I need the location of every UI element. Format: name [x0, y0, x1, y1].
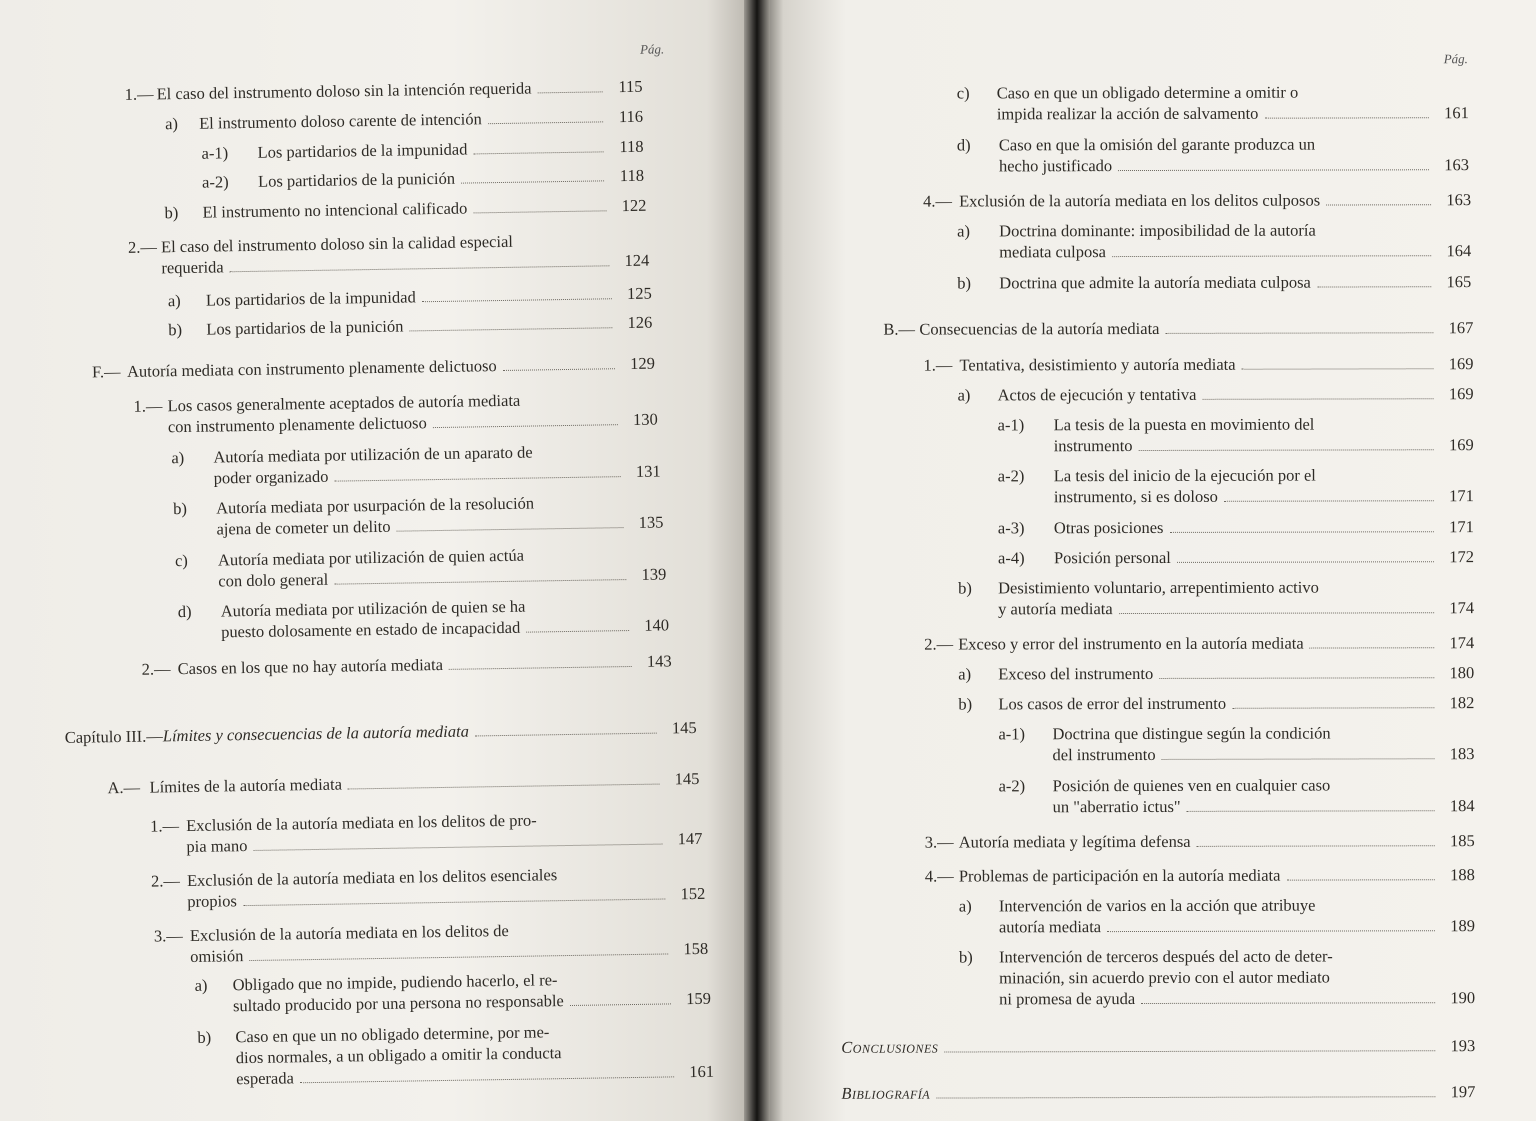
toc-entry-number: c)	[174, 550, 188, 571]
dot-leader	[473, 151, 603, 154]
toc-entry-title: propios	[187, 891, 237, 912]
dot-leader	[1224, 500, 1434, 502]
toc-entry-title: Autoría mediata con instrumento plenamente delictuoso	[126, 356, 497, 381]
toc-entry-title: requerida	[161, 257, 224, 278]
toc-entry-title: Obligado que no impide, pudiendo hacerlo, el re-	[232, 970, 558, 995]
toc-entry-title: Autoría mediata por utilización de quien se ha	[220, 596, 526, 621]
toc-entry	[151, 862, 706, 913]
toc-entry-number: 1.—	[133, 396, 163, 416]
toc-entry	[201, 136, 643, 164]
toc-entry-title: Los casos de error del instrumento	[998, 693, 1227, 714]
dot-leader	[526, 630, 629, 633]
toc-entry	[164, 195, 646, 224]
toc-entry-title: Doctrina que distingue según la condición	[1052, 723, 1331, 744]
toc-page-number: 161	[689, 1061, 715, 1082]
toc-entry	[999, 774, 1475, 817]
toc-entry-title: sultado producido por una persona no responsable	[232, 991, 564, 1016]
toc-entry	[202, 165, 644, 193]
toc-entry-number: d)	[956, 135, 971, 155]
dot-leader	[409, 327, 612, 331]
toc-page-number: 169	[1448, 435, 1474, 455]
toc-entry-number: 3.—	[924, 832, 954, 852]
toc-entry-number: a)	[164, 114, 179, 134]
toc-page-number: 163	[1446, 190, 1472, 210]
toc-page-number: 116	[618, 106, 644, 127]
toc-entry-title: Los partidarios de la punición	[257, 168, 456, 191]
dot-leader	[449, 666, 632, 670]
dot-leader	[944, 1050, 1435, 1052]
toc-page-number: 139	[641, 564, 667, 584]
toc-entry	[998, 413, 1474, 456]
toc-entry-title: El caso del instrumento doloso sin la calidad especial	[160, 231, 514, 257]
toc-page-number: 161	[1444, 103, 1469, 123]
toc-entry-title: Límites y consecuencias de la autoría mediata	[162, 721, 470, 746]
toc-entry	[107, 768, 699, 798]
toc-entry-title: omisión	[190, 946, 244, 966]
toc-entry-title: Los partidarios de la impunidad	[205, 287, 416, 310]
page-column-header: Pág.	[639, 41, 665, 57]
toc-entry-title: Intervención de varios en la acción que atribuye	[998, 895, 1316, 916]
right-page-content	[752, 0, 1536, 1121]
toc-entry-number: 2.—	[150, 871, 181, 891]
dot-leader	[570, 1003, 671, 1006]
page-column-header: Pág.	[1443, 51, 1468, 67]
toc-page-number: 159	[686, 988, 712, 1009]
toc-entry-title: Exclusión de la autoría mediata en los delitos culposos	[959, 190, 1321, 211]
toc-entry	[128, 229, 650, 279]
toc-entry-title: Exceso del instrumento	[998, 663, 1154, 684]
toc-entry	[957, 133, 1469, 176]
toc-entry-title: Los casos generalmente aceptados de autoría mediata	[167, 390, 521, 416]
dot-leader	[1187, 810, 1435, 812]
dot-leader	[422, 298, 612, 302]
toc-entry	[133, 388, 658, 438]
dot-leader	[475, 733, 657, 737]
dot-leader	[433, 424, 618, 428]
toc-page-number: 172	[1449, 547, 1475, 567]
toc-entry-title: Exclusión de la autoría mediata en los delitos de	[189, 920, 509, 945]
dot-leader	[1197, 845, 1435, 847]
dot-leader	[1112, 255, 1431, 257]
toc-entry	[165, 106, 643, 135]
toc-entry-title: un "aberratio ictus"	[1052, 796, 1181, 817]
toc-entry-title: Casos en los que no hay autoría mediata	[177, 654, 444, 679]
toc-entry-number: 2.—	[141, 659, 171, 679]
toc-entry-title: Autoría mediata y legítima defensa	[958, 831, 1191, 852]
toc-entry-number: 1.—	[149, 816, 180, 836]
dot-leader	[503, 368, 615, 371]
toc-entry-title: instrumento	[1053, 436, 1133, 456]
toc-entry-title: El caso del instrumento doloso sin la intención requerida	[156, 78, 532, 104]
toc-entry-title: Los partidarios de la impunidad	[257, 139, 468, 162]
toc-entry	[959, 894, 1475, 937]
toc-entry	[173, 490, 664, 540]
toc-entry	[154, 917, 709, 968]
toc-entry-number: F.—	[91, 361, 121, 382]
toc-entry-title: Autoría mediata por utilización de un aparato de	[213, 442, 533, 467]
dot-leader	[461, 180, 604, 183]
toc-entry	[958, 383, 1474, 405]
toc-page-number: 188	[1450, 865, 1475, 885]
toc-entry-title: Tentativa, desistimiento y autoría mediata	[959, 354, 1236, 375]
toc-entry-number: b)	[958, 694, 973, 714]
dot-leader	[1169, 531, 1433, 533]
toc-entry	[957, 81, 1469, 124]
toc-entry-number: Capítulo III.—	[64, 726, 163, 747]
toc-entry-title: Otras posiciones	[1053, 517, 1164, 538]
toc-entry-number: d)	[177, 601, 192, 622]
dot-leader	[1107, 930, 1435, 932]
dot-leader	[1232, 707, 1434, 709]
toc-page-number: 193	[1450, 1036, 1476, 1056]
toc-entry-title: instrumento, si es doloso	[1053, 486, 1218, 507]
toc-entry-number: B.—	[883, 319, 916, 339]
toc-entry	[925, 830, 1475, 852]
toc-page-number: 145	[671, 717, 697, 738]
toc-page-number: 197	[1450, 1082, 1476, 1102]
toc-entry-number: b)	[197, 1027, 212, 1047]
dot-leader	[1286, 879, 1434, 880]
toc-page-number: 124	[624, 250, 650, 271]
toc-entry	[958, 662, 1474, 684]
left-page-content	[0, 0, 752, 1121]
toc-entry-title: Problemas de participación en la autoría mediata	[958, 865, 1281, 886]
toc-entry-number: b)	[173, 498, 188, 519]
toc-page-number: 126	[627, 312, 653, 333]
toc-entry-title: Desistimiento voluntario, arrepentimiento activo	[998, 577, 1319, 598]
toc-page-number: 158	[683, 938, 709, 959]
toc-entry-number: a-4)	[997, 548, 1025, 568]
dot-leader	[397, 527, 624, 532]
dot-leader	[1119, 612, 1434, 614]
toc-page-number: 131	[635, 461, 661, 481]
toc-page-number: 118	[619, 165, 645, 186]
toc-entry-number: 2.—	[127, 237, 158, 257]
toc-entry-number: a)	[171, 448, 185, 468]
toc-page-number: 184	[1449, 796, 1475, 816]
toc-entry-title: La tesis del inicio de la ejecución por el	[1053, 465, 1316, 486]
toc-entry-number: A.—	[107, 777, 141, 798]
dot-leader	[334, 579, 626, 585]
toc-entry-title: pia mano	[186, 836, 248, 857]
toc-entry-number: b)	[164, 203, 179, 223]
toc-entry	[92, 353, 655, 383]
toc-entry-number: b)	[958, 578, 972, 598]
toc-page-number: 115	[618, 76, 643, 97]
toc-entry-title: El instrumento no intencional calificado	[202, 198, 468, 222]
toc-entry-title: Consecuencias de la autoría mediata	[919, 318, 1160, 339]
toc-entry-number: 1.—	[124, 84, 154, 104]
dot-leader	[936, 1096, 1435, 1098]
toc-page-number: 171	[1449, 486, 1474, 506]
toc-page-number: 125	[626, 283, 652, 304]
toc-entry-title: Caso en que la omisión del garante produzca un	[998, 134, 1316, 155]
toc-page-number: 130	[632, 409, 658, 429]
toc-entry-title: Actos de ejecución y tentativa	[997, 384, 1197, 405]
toc-entry	[65, 717, 697, 748]
toc-entry-title: Autoría mediata por usurpación de la resolución	[216, 493, 535, 518]
toc-entry	[998, 516, 1474, 538]
toc-entry-title: ni promesa de ayuda	[999, 989, 1136, 1009]
toc-page-number: 174	[1449, 598, 1475, 618]
toc-entry-number: a-2)	[997, 466, 1025, 486]
toc-entry	[958, 692, 1474, 714]
toc-entry-title: La tesis de la puesta en movimiento del	[1053, 414, 1315, 435]
toc-entry	[197, 1019, 714, 1090]
toc-entry-title: Exceso y error del instrumento en la autoría mediata	[958, 633, 1304, 654]
toc-entry-number: 2.—	[924, 634, 954, 654]
toc-entry-title: Caso en que un no obligado determine, por me-	[235, 1022, 550, 1047]
dot-leader	[1139, 449, 1434, 451]
dot-leader	[249, 953, 668, 961]
toc-page-number: 143	[646, 651, 672, 671]
toc-page-number: 185	[1449, 831, 1475, 851]
toc-page-number: 190	[1450, 988, 1476, 1008]
toc-page-number: 118	[619, 136, 644, 157]
toc-entry-title: Doctrina que admite la autoría mediata culposa	[999, 272, 1311, 293]
toc-page-number: 174	[1449, 633, 1475, 653]
toc-entry-number: a)	[958, 896, 972, 916]
toc-entry-title: Límites de la autoría mediata	[149, 774, 343, 797]
toc-entry	[171, 440, 661, 490]
toc-entry-title: con instrumento plenamente delictuoso	[167, 413, 427, 437]
dot-leader	[1118, 169, 1429, 171]
toc-entry-number: 4.—	[924, 866, 954, 886]
dot-leader	[348, 784, 660, 790]
toc-entry	[841, 1081, 1475, 1104]
toc-page-number: 135	[638, 512, 664, 532]
dot-leader	[334, 476, 620, 481]
toc-page-number: 169	[1448, 384, 1474, 404]
toc-entry	[178, 593, 670, 643]
toc-entry-title: impida realizar la acción de salvamento	[996, 103, 1259, 124]
dot-leader	[1165, 332, 1433, 334]
toc-page-number: 122	[621, 195, 647, 216]
dot-leader	[537, 91, 602, 93]
toc-page-number: 163	[1444, 155, 1469, 175]
toc-entry	[923, 353, 1473, 375]
toc-entry-number: 1.—	[923, 355, 953, 375]
toc-page-number: 145	[674, 768, 700, 789]
toc-entry-number: b)	[168, 320, 183, 340]
toc-entry	[925, 864, 1475, 886]
toc-entry-number: b)	[959, 947, 973, 967]
toc-entry-number: a)	[957, 385, 971, 405]
toc-entry-title: puesto dolosamente en estado de incapacidad	[220, 617, 521, 642]
dot-leader	[1159, 677, 1434, 679]
toc-entry-number: c)	[956, 83, 970, 103]
toc-entry-title: Intervención de terceros después del acto de deter-	[999, 946, 1333, 967]
dot-leader	[243, 898, 665, 906]
toc-entry	[142, 650, 672, 679]
dot-leader	[1310, 647, 1435, 648]
dot-leader	[253, 844, 662, 851]
dot-leader	[1317, 286, 1431, 287]
toc-entry	[883, 317, 1473, 340]
toc-entry-title: ajena de cometer un delito	[216, 516, 391, 539]
toc-page-number: 167	[1448, 318, 1474, 338]
toc-page-number: 164	[1446, 241, 1472, 261]
toc-entry-title: dios normales, a un obligado a omitir la conducta	[235, 1043, 562, 1068]
toc-entry	[924, 632, 1474, 654]
toc-entry	[175, 542, 667, 592]
toc-entry	[194, 967, 711, 1017]
toc-entry-title: poder organizado	[213, 466, 329, 488]
toc-page-number: 165	[1446, 272, 1472, 292]
toc-entry	[841, 1035, 1475, 1058]
dot-leader	[230, 265, 610, 272]
toc-entry-number: a)	[194, 975, 208, 995]
dot-leader	[1162, 758, 1435, 760]
toc-entry	[958, 576, 1474, 619]
toc-page-number: 140	[644, 615, 670, 635]
toc-entry	[998, 464, 1474, 507]
book-gutter	[744, 0, 770, 1121]
toc-entry-title: esperada	[235, 1068, 294, 1089]
toc-entry-number: a)	[957, 221, 970, 241]
toc-entry-title: Posición personal	[1053, 547, 1171, 568]
toc-entry-number: b)	[957, 273, 972, 293]
toc-entry-number: 3.—	[153, 926, 183, 946]
left-page	[0, 0, 752, 1121]
dot-leader	[1202, 398, 1433, 400]
toc-page-number: 182	[1449, 693, 1475, 713]
toc-entry	[150, 807, 703, 858]
dot-leader	[488, 121, 603, 124]
toc-entry	[168, 283, 652, 312]
toc-entry-title: Exclusión de la autoría mediata en los delitos de pro-	[185, 810, 537, 836]
toc-entry	[923, 189, 1471, 211]
toc-entry-title: Caso en que un obligado determine a omitir o	[996, 82, 1299, 103]
toc-entry-number: a-1)	[998, 724, 1026, 744]
toc-entry	[124, 76, 642, 105]
toc-entry	[998, 722, 1474, 765]
toc-page-number: 152	[680, 883, 706, 904]
toc-entry	[998, 546, 1474, 568]
toc-page-number: 180	[1449, 663, 1475, 683]
toc-entry-number: a)	[958, 664, 972, 684]
toc-entry-title: Autoría mediata por utilización de quien actúa	[217, 545, 525, 570]
toc-entry-title: El instrumento doloso carente de intención	[198, 109, 482, 133]
toc-entry-title: hecho justificado	[998, 156, 1113, 176]
toc-entry-title: mediata culposa	[999, 242, 1106, 262]
toc-entry-number: a-3)	[997, 518, 1025, 538]
toc-entry-title: con dolo general	[218, 569, 329, 591]
toc-entry-title: Bibliografía	[841, 1083, 931, 1103]
toc-page-number: 129	[630, 353, 656, 373]
toc-entry	[957, 271, 1471, 293]
toc-entry	[959, 945, 1475, 1009]
dot-leader	[1242, 368, 1434, 370]
dot-leader	[1177, 561, 1434, 563]
toc-entry-number: a-1)	[997, 415, 1025, 435]
toc-page-number: 183	[1449, 744, 1475, 764]
toc-page-number: 147	[677, 828, 703, 849]
toc-entry-number: a-1)	[201, 143, 229, 163]
toc-page-number: 169	[1448, 354, 1474, 374]
toc-entry-number: a)	[167, 291, 181, 311]
toc-entry-title: Conclusiones	[841, 1037, 939, 1057]
dot-leader	[1264, 117, 1428, 118]
toc-entry-title: minación, sin acuerdo previo con el autor mediato	[999, 967, 1330, 988]
toc-entry	[957, 219, 1471, 262]
dot-leader	[1326, 204, 1431, 205]
toc-page-number: 189	[1450, 916, 1475, 936]
toc-entry-number: 4.—	[923, 191, 952, 211]
toc-entry-number: a-2)	[201, 172, 229, 192]
dot-leader	[1141, 1002, 1435, 1004]
toc-entry-title: Los partidarios de la punición	[206, 316, 404, 339]
right-page	[752, 0, 1536, 1121]
toc-entry-title: Doctrina dominante: imposibilidad de la autoría	[999, 220, 1316, 241]
toc-entry-number: a-2)	[998, 776, 1026, 796]
dot-leader	[473, 210, 606, 213]
toc-entry-title: Exclusión de la autoría mediata en los delitos esenciales	[186, 865, 558, 891]
toc-entry-title: y autoría mediata	[998, 599, 1113, 619]
toc-page-number: 171	[1449, 517, 1474, 537]
toc-entry-title: Posición de quienes ven en cualquier caso	[1052, 775, 1331, 796]
toc-entry	[168, 312, 652, 341]
toc-entry-title: del instrumento	[1052, 744, 1156, 765]
dot-leader	[300, 1076, 674, 1083]
toc-entry-title: autoría mediata	[998, 917, 1102, 937]
